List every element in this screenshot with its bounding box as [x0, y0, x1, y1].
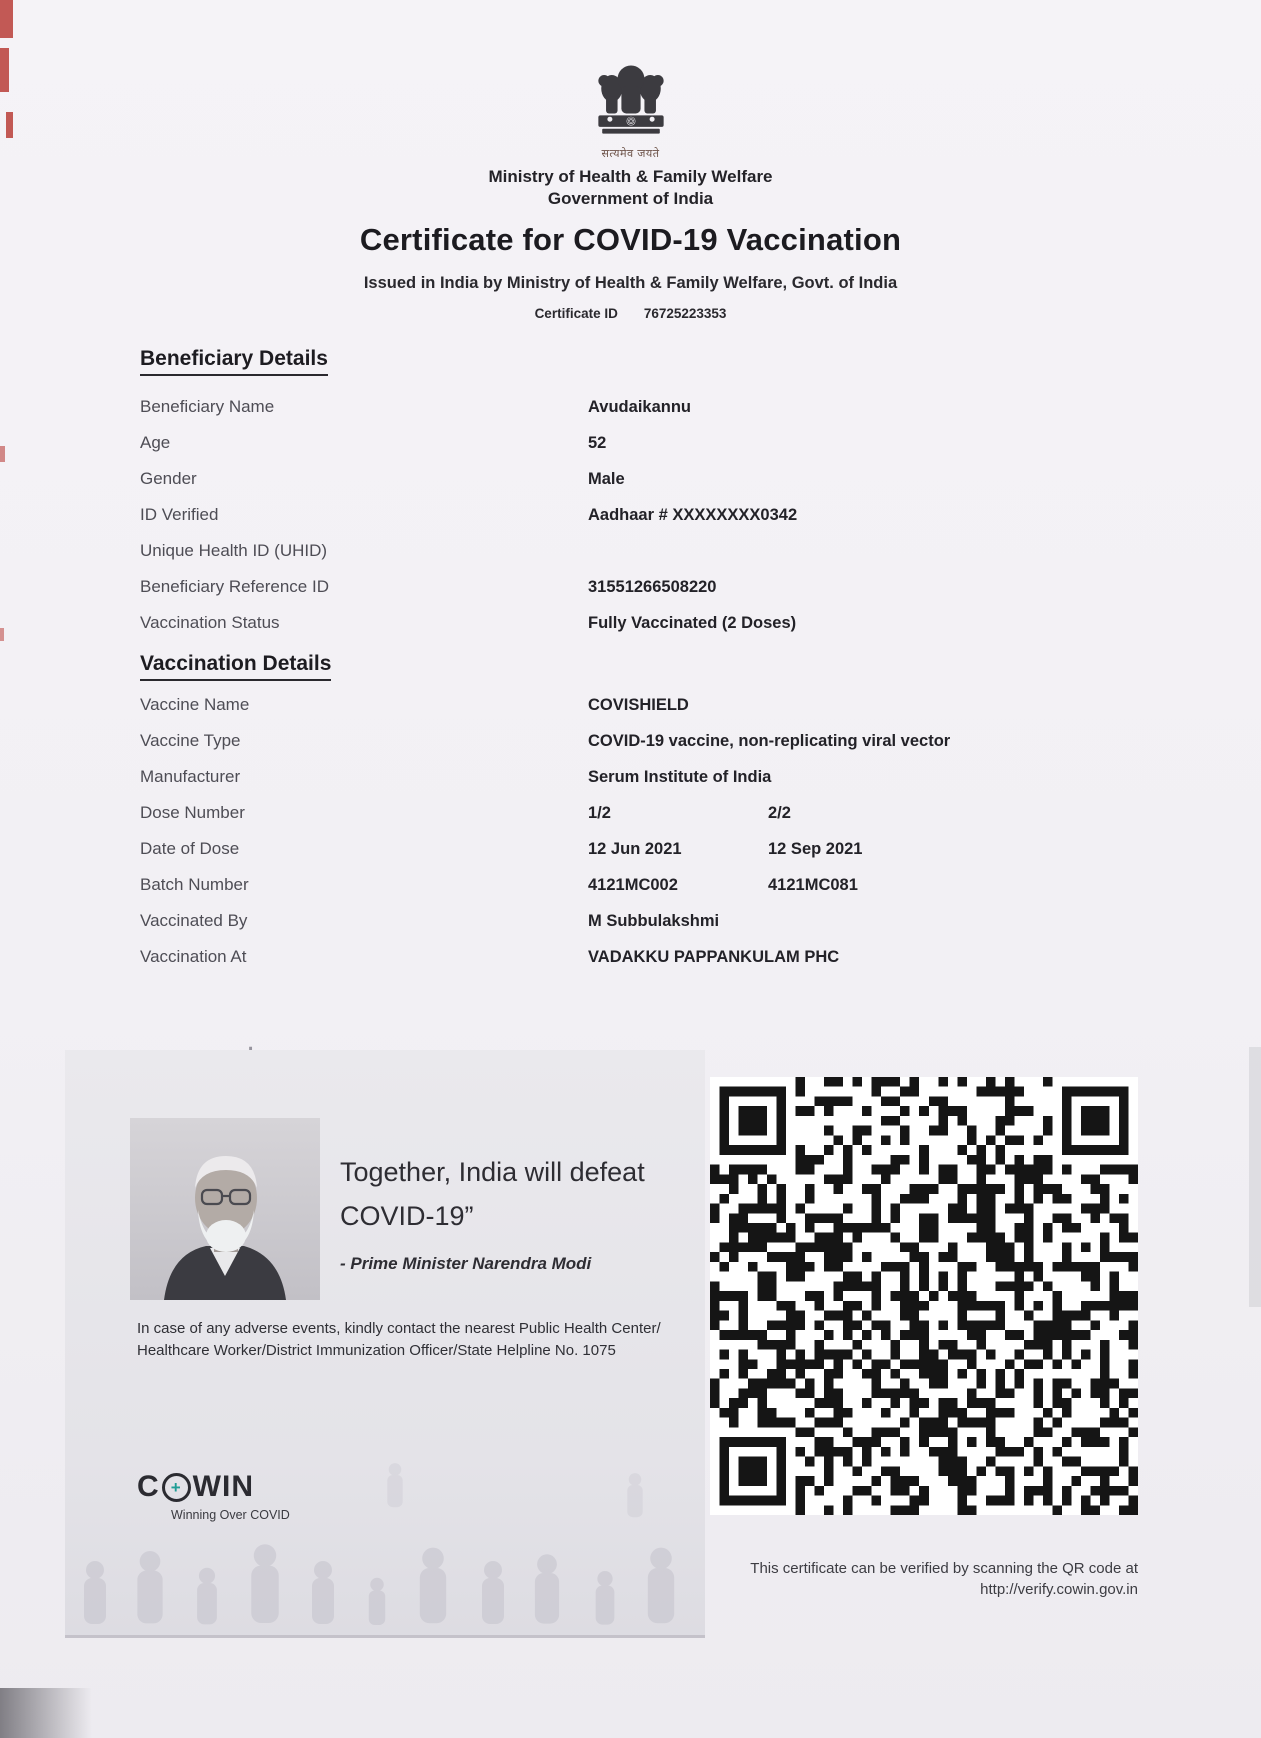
verify-line2: http://verify.cowin.gov.in — [980, 1581, 1138, 1598]
vaccination-details-heading: Vaccination Details — [140, 652, 331, 681]
field-label: Vaccination Status — [140, 613, 280, 632]
table-row — [140, 838, 1201, 860]
field-label: Vaccinated By — [140, 911, 248, 930]
qr-code — [710, 1077, 1138, 1515]
adverse-line1: In case of any adverse events, kindly contact the nearest Public Health Center/ — [137, 1320, 661, 1337]
table-row — [140, 612, 1201, 634]
field-value-dose2: 12 Sep 2021 — [768, 840, 863, 858]
field-value-dose1: 12 Jun 2021 — [588, 840, 682, 858]
table-row — [140, 946, 1201, 968]
field-label: Unique Health ID (UHID) — [140, 541, 328, 560]
adverse-events-note — [137, 1318, 661, 1362]
field-label: Vaccine Type — [140, 731, 241, 750]
field-label: Dose Number — [140, 803, 245, 822]
scan-artifact — [0, 48, 9, 92]
cowin-logo — [137, 1470, 290, 1522]
quote-line2: COVID-19” — [340, 1201, 474, 1231]
field-label: Date of Dose — [140, 839, 240, 858]
field-value: VADAKKU PAPPANKULAM PHC — [588, 948, 840, 966]
pm-quote — [340, 1150, 680, 1274]
field-value: Fully Vaccinated (2 Doses) — [588, 614, 797, 632]
field-value: COVISHIELD — [588, 696, 689, 714]
table-row — [140, 540, 1201, 562]
field-value-dose1: 1/2 — [588, 804, 611, 822]
ministry-line2: Government of India — [547, 189, 714, 208]
table-row — [140, 730, 1201, 752]
footer-banner — [65, 1050, 705, 1635]
scan-artifact — [6, 112, 13, 138]
cowin-c: C — [137, 1470, 160, 1503]
scan-smudge — [0, 1688, 92, 1738]
certificate-id — [0, 306, 1261, 321]
table-row — [140, 766, 1201, 788]
verify-line1: This certificate can be verified by scanning the QR code at — [750, 1560, 1138, 1577]
scan-artifact — [0, 0, 13, 38]
field-label: Beneficiary Name — [140, 397, 275, 416]
cowin-win: WIN — [192, 1470, 254, 1503]
field-value-dose2: 2/2 — [768, 804, 791, 822]
pm-portrait — [130, 1118, 320, 1300]
table-row — [140, 396, 1201, 418]
quote-attribution: - Prime Minister Narendra Modi — [340, 1254, 592, 1273]
field-value: 52 — [588, 434, 607, 452]
field-value: Avudaikannu — [588, 398, 691, 416]
table-row — [140, 468, 1201, 490]
certificate-id-value: 76725223353 — [643, 306, 727, 321]
beneficiary-details-table — [140, 396, 1201, 648]
field-value: M Subbulakshmi — [588, 912, 720, 930]
field-value: 31551266508220 — [588, 578, 717, 596]
field-value-dose2: 4121MC081 — [768, 876, 858, 894]
table-row — [140, 694, 1201, 716]
table-row — [140, 576, 1201, 598]
scan-artifact — [0, 628, 4, 641]
adverse-line2: Healthcare Worker/District Immunization Officer/State Helpline No. 1075 — [137, 1342, 616, 1359]
emblem-motto: सत्यमेव जयते — [601, 148, 660, 160]
field-label: Age — [140, 433, 171, 452]
table-row — [140, 874, 1201, 896]
certificate-id-label: Certificate ID — [534, 306, 618, 321]
field-label: Vaccine Name — [140, 695, 250, 714]
field-label: Batch Number — [140, 875, 249, 894]
ministry-header — [0, 166, 1261, 210]
national-emblem-icon — [583, 52, 679, 148]
field-value: Serum Institute of India — [588, 768, 772, 786]
certificate-subtitle: Issued in India by Ministry of Health & Family Welfare, Govt. of India — [363, 274, 898, 292]
cowin-plus-icon: + — [162, 1473, 191, 1502]
table-row — [140, 504, 1201, 526]
scan-artifact — [0, 446, 5, 462]
table-row — [140, 802, 1201, 824]
field-value: Aadhaar # XXXXXXXX0342 — [588, 506, 798, 524]
table-row — [140, 432, 1201, 454]
field-value: COVID-19 vaccine, non-replicating viral vector — [588, 732, 951, 750]
field-value: Male — [588, 470, 625, 488]
beneficiary-details-heading: Beneficiary Details — [140, 347, 328, 376]
field-label: Gender — [140, 469, 197, 488]
field-label: ID Verified — [140, 505, 219, 524]
field-label: Beneficiary Reference ID — [140, 577, 329, 596]
scan-edge-shadow — [1249, 1047, 1261, 1307]
vaccination-details-table — [140, 694, 1201, 982]
cowin-tagline: Winning Over COVID — [171, 1508, 290, 1522]
field-value-dose1: 4121MC002 — [588, 876, 678, 894]
table-row — [140, 910, 1201, 932]
ministry-line1: Ministry of Health & Family Welfare — [488, 167, 773, 186]
field-label: Vaccination At — [140, 947, 247, 966]
field-label: Manufacturer — [140, 767, 241, 786]
certificate-title: Certificate for COVID-19 Vaccination — [359, 222, 902, 257]
qr-verify-note — [750, 1558, 1138, 1600]
quote-line1: Together, India will defeat — [340, 1157, 645, 1187]
